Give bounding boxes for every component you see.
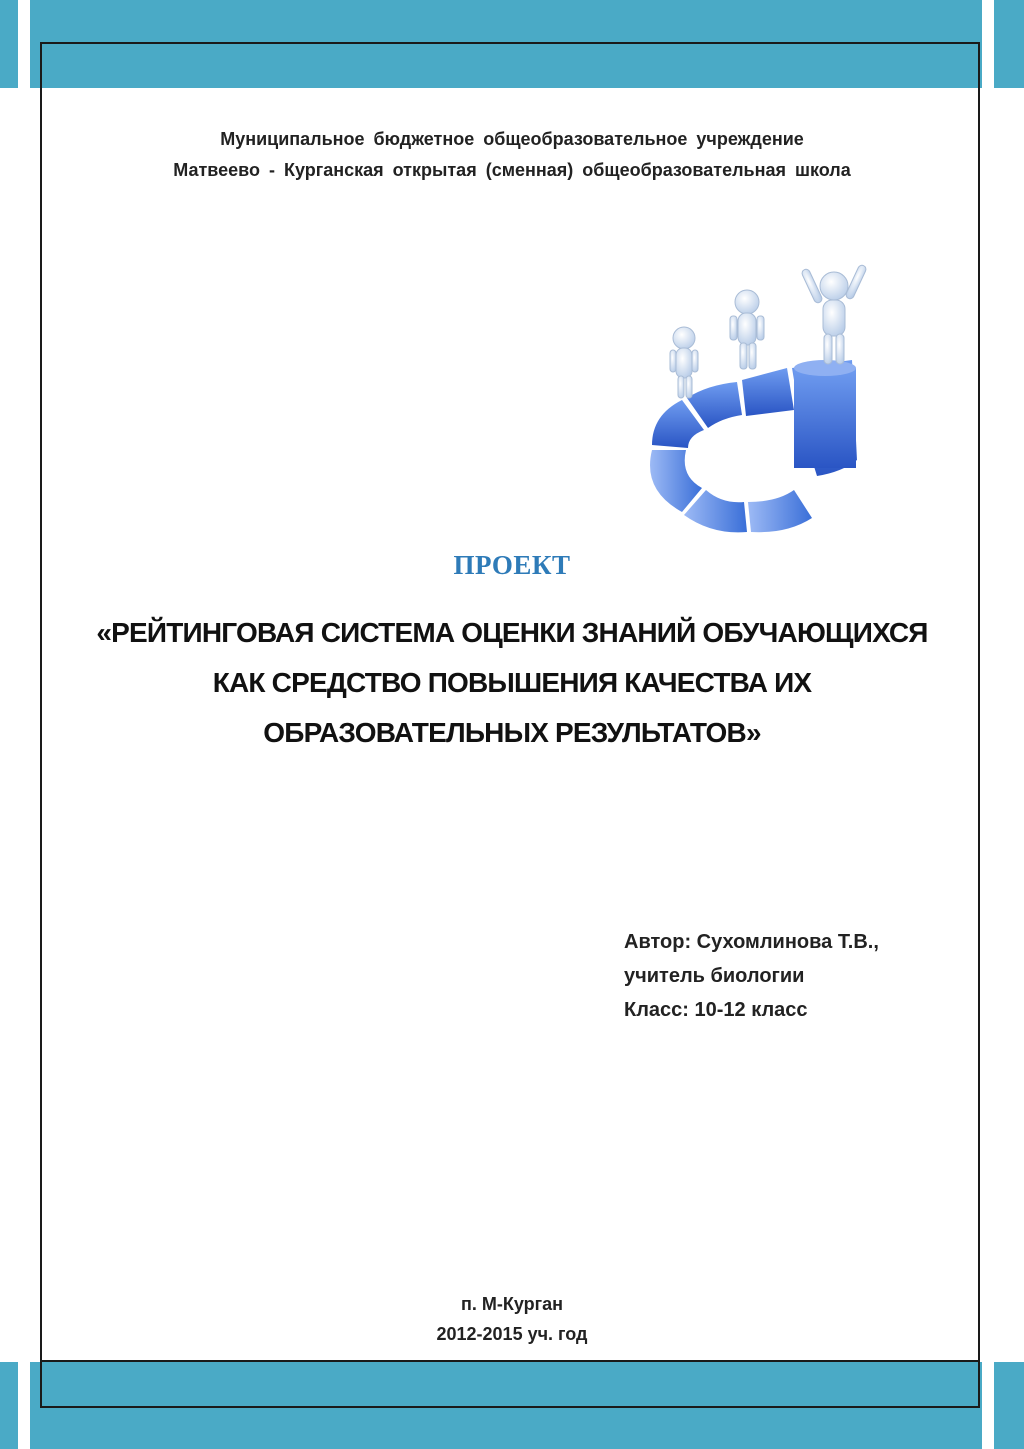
class-info: Класс: 10-12 класс	[624, 999, 808, 1021]
author-position: учитель биологии	[624, 965, 805, 987]
footer	[0, 1289, 1024, 1349]
author-name: Автор: Сухомлинова Т.В.,	[624, 931, 879, 953]
title-line-1: «РЕЙТИНГОВАЯ СИСТЕМА ОЦЕНКИ ЗНАНИЙ ОБУЧАЮЩИХСЯ	[96, 617, 928, 648]
inner-bottom-band	[42, 1360, 978, 1406]
footer-year: 2012-2015 уч. год	[436, 1324, 588, 1344]
school-name	[0, 124, 1024, 186]
title-line-2: КАК СРЕДСТВО ПОВЫШЕНИЯ КАЧЕСТВА ИХ	[212, 667, 812, 698]
project-label: ПРОЕКТ	[453, 550, 571, 580]
footer-place: п. М-Курган	[461, 1294, 563, 1314]
school-line-2: Матвеево - Курганская открытая (сменная) общеобразовательная школа	[173, 160, 851, 180]
school-line-1: Муниципальное бюджетное общеобразовательное учреждение	[220, 129, 804, 149]
rating-podium-figures-icon	[612, 250, 922, 550]
title-line-3: ОБРАЗОВАТЕЛЬНЫХ РЕЗУЛЬТАТОВ»	[263, 717, 761, 748]
project-title	[0, 608, 1024, 758]
author-block	[624, 925, 879, 1027]
inner-top-band	[42, 44, 978, 88]
